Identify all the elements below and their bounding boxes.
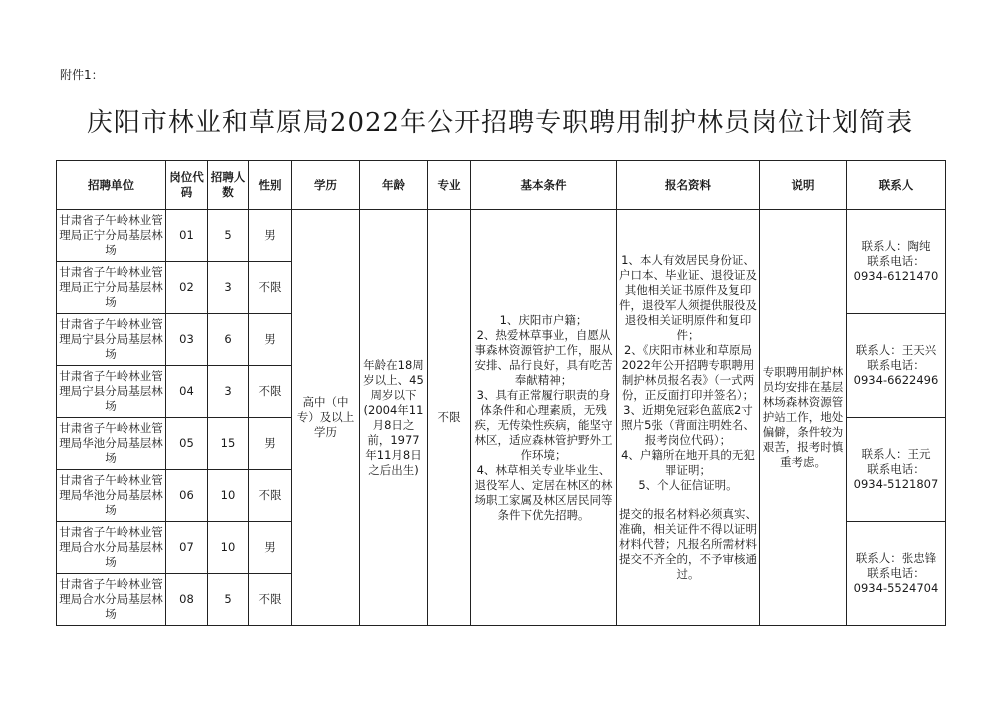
unit-cell: 甘肃省子午岭林业管理局宁县分局基层林场 [57,366,166,418]
header-major: 专业 [428,161,471,210]
page-title: 庆阳市林业和草原局2022年公开招聘专职聘用制护林员岗位计划简表 [86,108,914,138]
documents-cell [617,210,760,626]
count-cell: 3 [208,262,249,314]
conditions-cell [471,210,617,626]
major-cell: 不限 [428,210,471,626]
contact-phone: 0934-6622496 [853,373,939,387]
document-item: 4、户籍所在地开具的无犯罪证明； [621,448,755,477]
unit-cell: 甘肃省子午岭林业管理局正宁分局基层林场 [57,262,166,314]
gender-cell: 不限 [249,574,292,626]
recruitment-plan-table [56,160,946,626]
count-cell: 3 [208,366,249,418]
unit-cell: 甘肃省子午岭林业管理局华池分局基层林场 [57,418,166,470]
header-conditions: 基本条件 [471,161,617,210]
contact-name: 联系人：王元 [861,447,931,461]
unit-cell: 甘肃省子午岭林业管理局华池分局基层林场 [57,470,166,522]
condition-item: 4、林草相关专业毕业生、退役军人、定居在林区的林场职工家属及林区居民同等条件下优先招聘。 [474,462,613,522]
contact-phone-label: 联系电话： [867,358,925,372]
count-cell: 5 [208,574,249,626]
count-cell: 10 [208,522,249,574]
table-row [57,210,946,262]
contact-cell [847,210,946,314]
code-cell: 08 [166,574,208,626]
code-cell: 07 [166,522,208,574]
contact-phone-label: 联系电话： [867,566,925,580]
condition-item: 2、热爱林草事业，自愿从事森林资源管护工作，服从安排、品行良好，具有吃苦奉献精神； [474,327,613,387]
contact-cell [847,314,946,418]
code-cell: 04 [166,366,208,418]
code-cell: 06 [166,470,208,522]
count-cell: 6 [208,314,249,366]
header-gender: 性别 [249,161,292,210]
document-item: 3、近期免冠彩色蓝底2寸照片5张（背面注明姓名、报考岗位代码）； [621,403,755,447]
header-count: 招聘人数 [208,161,249,210]
document-item: 2、《庆阳市林业和草原局2022年公开招聘专职聘用制护林员报名表》（一式两份，正反面打印并签名）； [621,343,755,402]
count-cell: 15 [208,418,249,470]
contact-name: 联系人：陶纯 [861,239,931,253]
code-cell: 03 [166,314,208,366]
count-cell: 10 [208,470,249,522]
unit-cell: 甘肃省子午岭林业管理局宁县分局基层林场 [57,314,166,366]
note-cell: 专职聘用制护林员均安排在基层林场森林资源管护站工作，地处偏僻，条件较为艰苦，报考时慎重考虑。 [760,210,847,626]
attachment-label: 附件1： [60,68,104,82]
header-contact: 联系人 [847,161,946,210]
code-cell: 02 [166,262,208,314]
header-note: 说明 [760,161,847,210]
documents-note: 提交的报名材料必须真实、准确，相关证件不得以证明材料代替；凡报名所需材料提交不齐全的，不予审核通过。 [619,507,757,581]
gender-cell: 男 [249,314,292,366]
header-unit: 招聘单位 [57,161,166,210]
contact-cell [847,522,946,626]
document-item: 1、本人有效居民身份证、户口本、毕业证、退役证及其他相关证书原件及复印件，退役军人须提供服役及退役相关证明原件和复印件； [619,253,757,342]
header-documents: 报名资料 [617,161,760,210]
contact-phone: 0934-6121470 [853,269,939,283]
unit-cell: 甘肃省子午岭林业管理局正宁分局基层林场 [57,210,166,262]
code-cell: 01 [166,210,208,262]
unit-cell: 甘肃省子午岭林业管理局合水分局基层林场 [57,574,166,626]
document-item: 5、个人征信证明。 [638,478,738,492]
unit-cell: 甘肃省子午岭林业管理局合水分局基层林场 [57,522,166,574]
condition-item: 3、具有正常履行职责的身体条件和心理素质，无残疾，无传染性疾病，能坚守林区，适应森林管护野外工作环境； [474,387,613,462]
gender-cell: 男 [249,418,292,470]
count-cell: 5 [208,210,249,262]
code-cell: 05 [166,418,208,470]
gender-cell: 男 [249,210,292,262]
gender-cell: 不限 [249,470,292,522]
age-cell: 年龄在18周岁以上、45周岁以下(2004年11月8日之前，1977年11月8日之后出生) [360,210,428,626]
contact-name: 联系人：张忠锋 [855,551,937,565]
contact-phone-label: 联系电话： [867,254,925,268]
gender-cell: 不限 [249,366,292,418]
contact-phone-label: 联系电话： [867,462,925,476]
contact-phone: 0934-5524704 [853,581,939,595]
gender-cell: 不限 [249,262,292,314]
contact-phone: 0934-5121807 [853,477,939,491]
header-code: 岗位代码 [166,161,208,210]
gender-cell: 男 [249,522,292,574]
table-header-row [57,161,946,210]
contact-name: 联系人：王天兴 [855,343,937,357]
header-age: 年龄 [360,161,428,210]
contact-cell [847,418,946,522]
education-cell: 高中（中专）及以上学历 [292,210,360,626]
header-education: 学历 [292,161,360,210]
condition-item: 1、庆阳市户籍； [499,312,588,327]
